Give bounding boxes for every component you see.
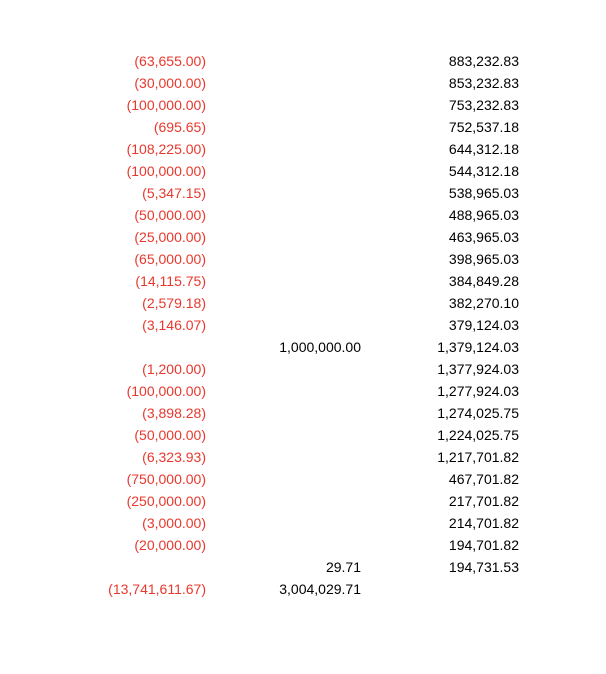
- table-row: [0, 226, 606, 248]
- table-row: [0, 358, 606, 380]
- balance-cell: [369, 578, 519, 600]
- table-row: [0, 270, 606, 292]
- balance-cell: 398,965.03: [448, 251, 519, 267]
- balance-cell: 883,232.83: [448, 53, 519, 69]
- table-row: [0, 314, 606, 336]
- table-row: [0, 556, 606, 578]
- credit-cell: [211, 160, 361, 182]
- debit-cell: (25,000.00): [134, 229, 206, 245]
- credit-cell: [211, 468, 361, 490]
- balance-cell: 544,312.18: [448, 163, 519, 179]
- table-row: [0, 292, 606, 314]
- balance-cell: 1,274,025.75: [437, 405, 519, 421]
- balance-cell: 382,270.10: [448, 295, 519, 311]
- debit-cell: (1,200.00): [142, 361, 206, 377]
- balance-cell: 752,537.18: [448, 119, 519, 135]
- debit-cell: (65,000.00): [134, 251, 206, 267]
- credit-cell: [211, 446, 361, 468]
- table-row: [0, 578, 606, 600]
- balance-cell: 384,849.28: [448, 273, 519, 289]
- balance-cell: 1,377,924.03: [437, 361, 519, 377]
- credit-cell: [211, 314, 361, 336]
- debit-cell: (3,000.00): [142, 515, 206, 531]
- credit-cell: [211, 534, 361, 556]
- table-row: [0, 50, 606, 72]
- debit-cell: (695.65): [153, 119, 206, 135]
- table-row: [0, 512, 606, 534]
- credit-cell: [211, 292, 361, 314]
- credit-cell: [211, 204, 361, 226]
- debit-cell: (14,115.75): [135, 273, 206, 289]
- table-row: [0, 204, 606, 226]
- balance-cell: 467,701.82: [448, 471, 519, 487]
- credit-cell: [211, 50, 361, 72]
- balance-cell: 538,965.03: [448, 185, 519, 201]
- credit-cell: [211, 424, 361, 446]
- ledger-rows: [0, 50, 606, 600]
- debit-cell: [46, 556, 206, 578]
- debit-cell: (6,323.93): [142, 449, 206, 465]
- table-row: [0, 534, 606, 556]
- table-row: [0, 446, 606, 468]
- table-row: [0, 468, 606, 490]
- debit-cell: (108,225.00): [126, 141, 206, 157]
- credit-cell: [211, 270, 361, 292]
- debit-cell: (30,000.00): [134, 75, 206, 91]
- table-row: [0, 116, 606, 138]
- balance-cell: 1,277,924.03: [437, 383, 519, 399]
- table-row: [0, 94, 606, 116]
- credit-cell: [211, 358, 361, 380]
- credit-cell: [211, 248, 361, 270]
- balance-cell: 463,965.03: [448, 229, 519, 245]
- ledger-sheet: [0, 50, 606, 600]
- table-row: [0, 138, 606, 160]
- debit-cell: [46, 336, 206, 358]
- credit-cell: [211, 490, 361, 512]
- credit-cell: [211, 182, 361, 204]
- credit-cell: [211, 138, 361, 160]
- balance-cell: 1,224,025.75: [437, 427, 519, 443]
- debit-cell: (13,741,611.67): [108, 581, 206, 597]
- debit-cell: (50,000.00): [134, 427, 206, 443]
- table-row: [0, 490, 606, 512]
- credit-cell: [211, 402, 361, 424]
- balance-cell: 217,701.82: [448, 493, 519, 509]
- debit-cell: (3,898.28): [142, 405, 206, 421]
- debit-cell: (250,000.00): [126, 493, 206, 509]
- credit-cell: [211, 116, 361, 138]
- debit-cell: (63,655.00): [134, 53, 206, 69]
- debit-cell: (20,000.00): [134, 537, 206, 553]
- table-row: [0, 402, 606, 424]
- credit-cell: [211, 226, 361, 248]
- balance-cell: 194,701.82: [448, 537, 519, 553]
- debit-cell: (100,000.00): [126, 383, 206, 399]
- balance-cell: 379,124.03: [448, 317, 519, 333]
- table-row: [0, 160, 606, 182]
- balance-cell: 753,232.83: [448, 97, 519, 113]
- balance-cell: 644,312.18: [448, 141, 519, 157]
- table-row: [0, 380, 606, 402]
- credit-cell: [211, 94, 361, 116]
- table-row: [0, 336, 606, 358]
- balance-cell: 214,701.82: [448, 515, 519, 531]
- debit-cell: (100,000.00): [126, 97, 206, 113]
- balance-cell: 194,731.53: [448, 559, 519, 575]
- credit-cell: 1,000,000.00: [279, 339, 361, 355]
- debit-cell: (750,000.00): [126, 471, 206, 487]
- debit-cell: (100,000.00): [126, 163, 206, 179]
- debit-cell: (50,000.00): [134, 207, 206, 223]
- debit-cell: (5,347.15): [142, 185, 206, 201]
- balance-cell: 853,232.83: [448, 75, 519, 91]
- table-row: [0, 72, 606, 94]
- table-row: [0, 248, 606, 270]
- table-row: [0, 424, 606, 446]
- credit-cell: [211, 512, 361, 534]
- balance-cell: 1,379,124.03: [437, 339, 519, 355]
- credit-cell: 3,004,029.71: [279, 581, 361, 597]
- credit-cell: 29.71: [325, 559, 361, 575]
- table-row: [0, 182, 606, 204]
- balance-cell: 1,217,701.82: [437, 449, 519, 465]
- debit-cell: (3,146.07): [142, 317, 206, 333]
- credit-cell: [211, 72, 361, 94]
- balance-cell: 488,965.03: [448, 207, 519, 223]
- credit-cell: [211, 380, 361, 402]
- debit-cell: (2,579.18): [142, 295, 206, 311]
